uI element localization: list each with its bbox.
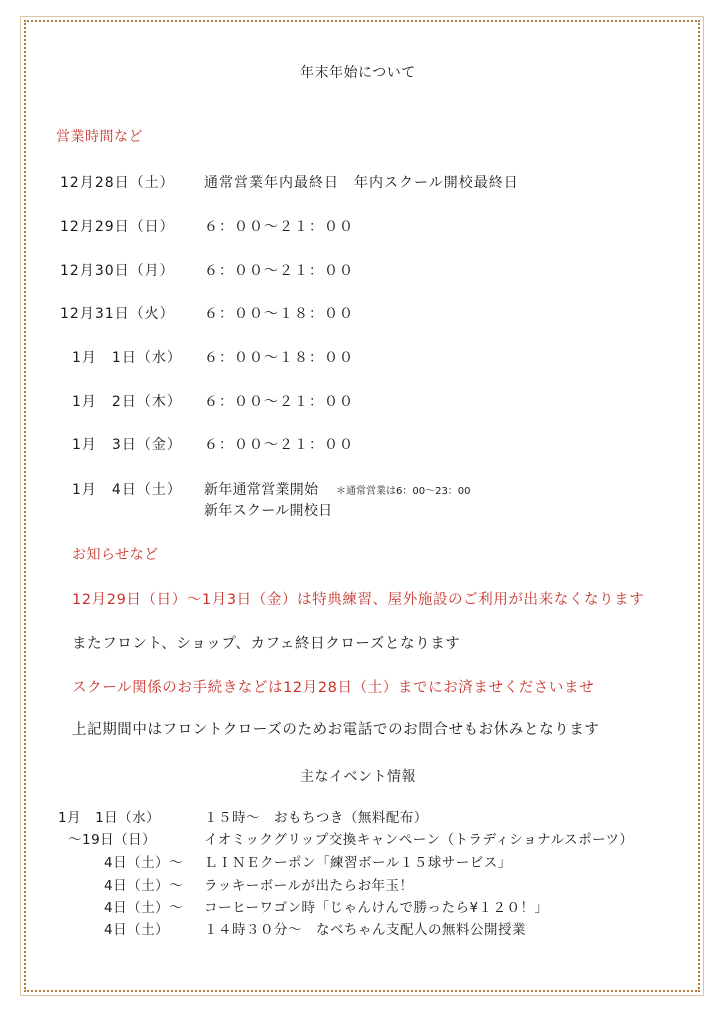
event-date: 1月 1日（水） — [58, 810, 161, 826]
hours-value: ６：００～１８：００ — [204, 350, 354, 366]
hours-date: 12月29日（日） — [60, 219, 175, 235]
hours-heading: 営業時間など — [56, 129, 143, 145]
event-date: 4日（土） — [104, 922, 170, 938]
hours-date: 12月28日（土） — [60, 175, 175, 191]
hours-date: 1月 4日（土） — [72, 482, 182, 498]
event-date: 4日（土）～ — [104, 878, 184, 894]
events-heading: 主なイベント情報 — [300, 769, 416, 785]
event-text: イオミックグリップ交換キャンペーン（トラディショナルスポーツ） — [204, 832, 634, 848]
hours-value: 通常営業年内最終日 年内スクール開校最終日 — [204, 175, 519, 191]
event-text: コーヒーワゴン時「じゃんけんで勝ったら¥１２０！」 — [204, 900, 549, 916]
hours-date: 12月31日（火） — [60, 306, 175, 322]
event-text: ＬＩＮＥクーポン「練習ボール１５球サービス」 — [204, 855, 512, 871]
hours-note: ＊通常営業は6：00～23：00 — [336, 486, 471, 497]
notice-line: 12月29日（日）～1月3日（金）は特典練習、屋外施設のご利用が出来なくなります — [72, 592, 645, 608]
notice-line: スクール関係のお手続きなどは12月28日（土）までにお済ませくださいませ — [72, 680, 595, 696]
hours-date: 12月30日（月） — [60, 263, 175, 279]
hours-value: ６：００～２１：００ — [204, 394, 354, 410]
event-text: １４時３０分～ なべちゃん支配人の無料公開授業 — [204, 922, 526, 938]
hours-value: ６：００～２１：００ — [204, 437, 354, 453]
event-text: ラッキーボールが出たらお年玉！ — [204, 878, 414, 894]
hours-value: ６：００～１８：００ — [204, 306, 354, 322]
notice-line: またフロント、ショップ、カフェ終日クローズとなります — [72, 636, 461, 652]
hours-value-secondary: 新年スクール開校日 — [204, 503, 333, 519]
notice-heading: お知らせなど — [72, 547, 159, 563]
event-text: １５時～ おもちつき（無料配布） — [204, 810, 428, 826]
event-date: 4日（土）～ — [104, 900, 184, 916]
hours-value: ６：００～２１：００ — [204, 263, 354, 279]
page-title: 年末年始について — [300, 65, 416, 81]
hours-value: ６：００～２１：００ — [204, 219, 354, 235]
hours-value: 新年通常営業開始 — [204, 482, 319, 498]
event-date: ～19日（日） — [68, 832, 157, 848]
hours-date: 1月 1日（水） — [72, 350, 182, 366]
event-date: 4日（土）～ — [104, 855, 184, 871]
notice-line: 上記期間中はフロントクローズのためお電話でのお問合せもお休みとなります — [72, 722, 600, 738]
hours-date: 1月 2日（木） — [72, 394, 182, 410]
hours-date: 1月 3日（金） — [72, 437, 182, 453]
